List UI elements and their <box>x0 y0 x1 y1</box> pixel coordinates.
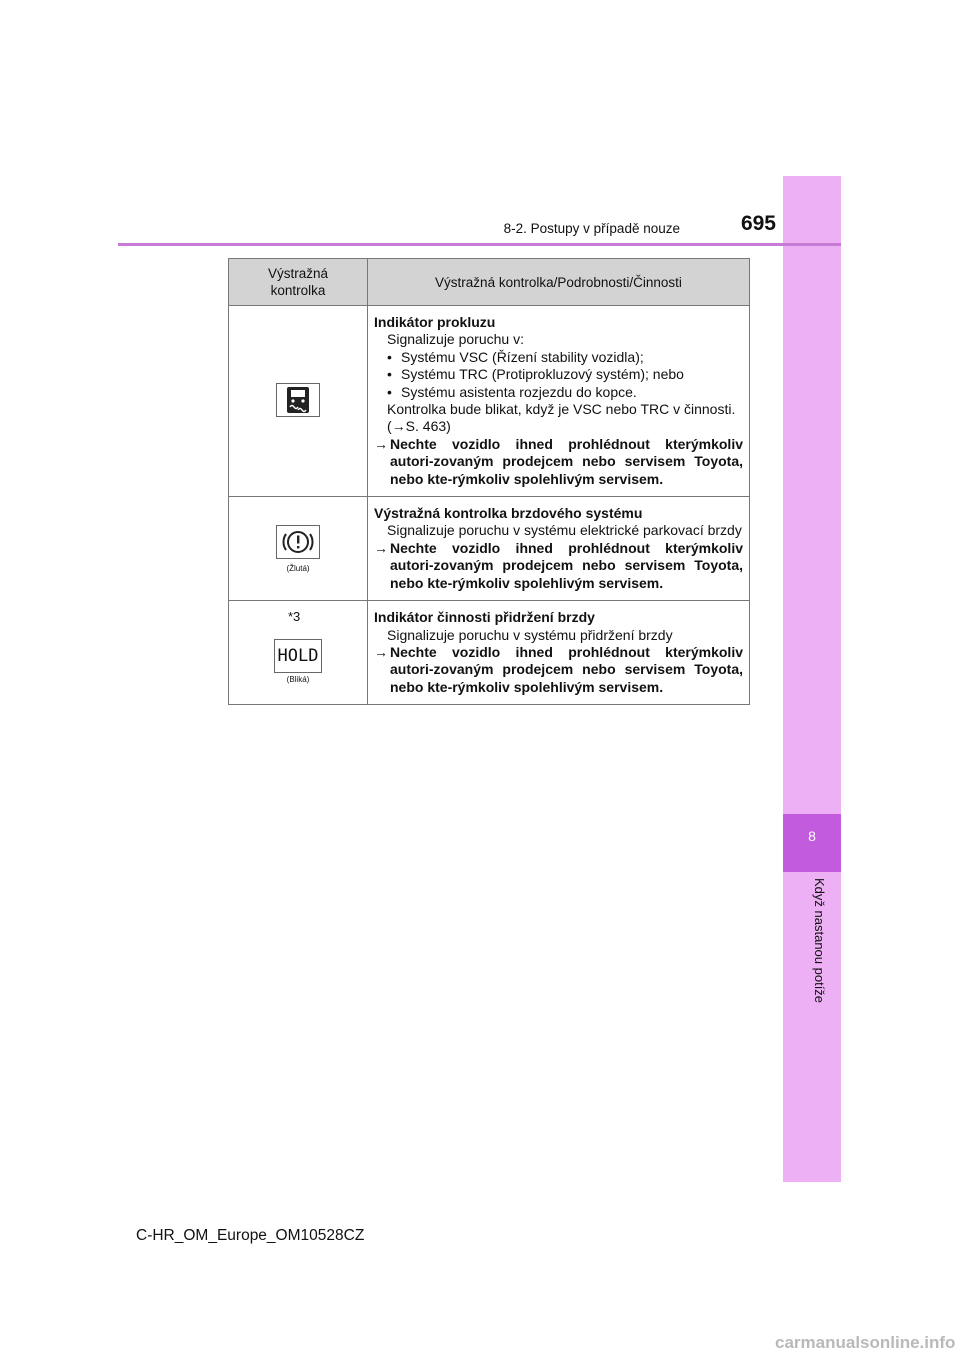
watermark: carmanualsonline.info <box>775 1333 956 1352</box>
column-header-icon: Výstražná kontrolka <box>229 259 368 306</box>
page-reference: (→S. 463) <box>387 418 451 435</box>
row-intro: Signalizuje poruchu v systému přidržení brzdy <box>387 626 673 643</box>
table-header-row <box>229 259 750 306</box>
row-title: Indikátor prokluzu <box>374 314 496 330</box>
icon-cell <box>229 601 368 705</box>
row-title: Indikátor činnosti přidržení brzdy <box>374 609 595 626</box>
icon-caption: (Bliká) <box>286 674 310 684</box>
document-id: C-HR_OM_Europe_OM10528CZ <box>136 1227 365 1244</box>
footnote-mark: *3 <box>288 609 301 625</box>
description-cell <box>368 497 750 601</box>
description-cell <box>368 601 750 705</box>
row-intro: Signalizuje poruchu v systému elektrické parkovací brzdy <box>387 522 742 539</box>
column-header-description: Výstražná kontrolka/Podrobnosti/Činnosti <box>368 259 750 306</box>
row-action: → Nechte vozidlo ihned prohlédnout kterýmkoliv autori-zovaným prodejcem nebo servisem Toyota, nebo kte-rýmkoliv spolehlivým servisem. <box>374 435 743 487</box>
brake-hold-icon: HOLD <box>274 639 322 673</box>
side-tab-number: 8 <box>808 828 816 844</box>
table-row <box>229 497 750 601</box>
icon-caption: (Žlutá) <box>286 563 310 573</box>
table-row <box>229 601 750 705</box>
header-divider <box>118 243 841 246</box>
description-cell <box>368 306 750 497</box>
section-title: 8-2. Postupy v případě nouze <box>503 221 680 236</box>
row-title: Výstražná kontrolka brzdového systému <box>374 505 643 522</box>
arrow-icon: → <box>374 539 388 556</box>
icon-cell <box>229 497 368 601</box>
table-row <box>229 306 750 497</box>
arrow-icon: → <box>374 435 388 452</box>
arrow-icon: → <box>391 418 406 435</box>
list-item: • Systému VSC (Řízení stability vozidla); <box>387 348 644 365</box>
row-action: → Nechte vozidlo ihned prohlédnout kterýmkoliv autori-zovaným prodejcem nebo servisem Toyota, nebo kte-rýmkoliv spolehlivým servisem. <box>374 539 743 591</box>
warning-light-table <box>228 258 750 705</box>
list-item: • Systému TRC (Protiprokluzový systém); nebo <box>387 366 684 383</box>
arrow-icon: → <box>374 643 388 660</box>
page-number: 695 <box>740 212 776 235</box>
side-tab-label: Když nastanou potíže <box>812 878 827 1004</box>
row-intro: Signalizuje poruchu v: <box>387 331 524 348</box>
row-action: → Nechte vozidlo ihned prohlédnout kterýmkoliv autori-zovaným prodejcem nebo servisem Toyota, nebo kte-rýmkoliv spolehlivým servisem. <box>374 643 743 695</box>
brake-system-warning-icon <box>276 525 320 559</box>
row-note: Kontrolka bude blikat, když je VSC nebo TRC v činnosti. <box>387 401 736 418</box>
side-tab <box>783 176 841 1182</box>
list-item: • Systému asistenta rozjezdu do kopce. <box>387 383 637 400</box>
icon-cell <box>229 306 368 497</box>
slip-indicator-icon <box>276 383 320 417</box>
